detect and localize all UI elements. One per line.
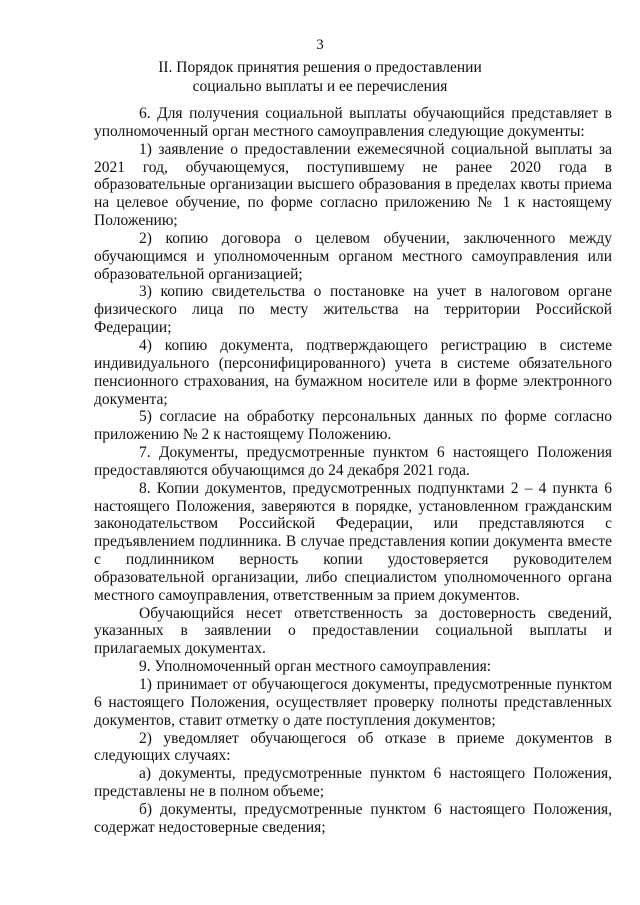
paragraph-9-item-2-a: а) документы, предусмотренные пунктом 6 настоящего Положения, представлены не в полном объеме; (94, 765, 612, 801)
paragraph-6-item-4: 4) копию документа, подтверждающего регистрацию в системе индивидуального (персонифицированного) учета в системе обязательного пенсионного страхования, на бумажном носителе или в форме электронного документа; (94, 336, 612, 408)
paragraph-9-item-2: 2) уведомляет обучающегося об отказе в приеме документов в следующих случаях: (94, 729, 612, 765)
paragraph-6: 6. Для получения социальной выплаты обучающийся представляет в уполномоченный орган местного самоуправления следующие документы: (94, 105, 612, 140)
section-title-line-1: II. Порядок принятия решения о предоставлении (158, 59, 482, 76)
paragraph-6-item-1: 1) заявление о предоставлении ежемесячной социальной выплаты за 2021 год, обучающемуся, поступившему не ранее 2020 года в образовательные организации высшего образования в пределах квоты приема на целевое обучение, по форме согласно приложению № 1 к настоящему Положению; (94, 140, 612, 230)
paragraph-9-item-2-b: б) документы, предусмотренные пунктом 6 настоящего Положения, содержат недостоверные сведения; (94, 800, 612, 836)
section-title (0, 58, 640, 96)
paragraph-6-item-5: 5) согласие на обработку персональных данных по форме согласно приложению № 2 к настоящему Положению. (94, 408, 612, 444)
page-number: 3 (316, 37, 324, 53)
paragraph-6-item-2: 2) копию договора о целевом обучении, заключенного между обучающимся и уполномоченным органом местного самоуправления или образовательной организацией; (94, 229, 612, 283)
paragraph-9: 9. Уполномоченный орган местного самоуправления: (139, 658, 492, 676)
paragraph-6-item-3: 3) копию свидетельства о постановке на учет в налоговом органе физического лица по месту жительства на территории Российской Федерации; (94, 283, 612, 337)
body-text (94, 105, 612, 837)
section-title-line-2: социально выплаты и ее перечисления (192, 78, 448, 95)
paragraph-8-responsibility: Обучающийся несет ответственность за достоверность сведений, указанных в заявлении о предоставлении социальной выплаты и прилагаемых документах. (94, 604, 612, 658)
paragraph-7: 7. Документы, предусмотренные пунктом 6 настоящего Положения предоставляются обучающимся до 24 декабря 2021 года. (94, 444, 612, 479)
paragraph-9-item-1: 1) принимает от обучающегося документы, предусмотренные пунктом 6 настоящего Положения, осуществляет проверку полноты представленных документов, ставит отметку о дате поступления документов; (94, 676, 612, 729)
paragraph-8: 8. Копии документов, предусмотренных подпунктами 2 – 4 пункта 6 настоящего Положения, заверяются в порядке, установленном гражданским законодательством Российской Федерации, или представляются с предъявлением подлинника. В случае представления копии документа вместе с подлинником верность копии удостоверяется руководителем образовательной организации, либо специалистом уполномоченного органа местного самоуправления, ответственным за прием документов. (94, 479, 612, 604)
